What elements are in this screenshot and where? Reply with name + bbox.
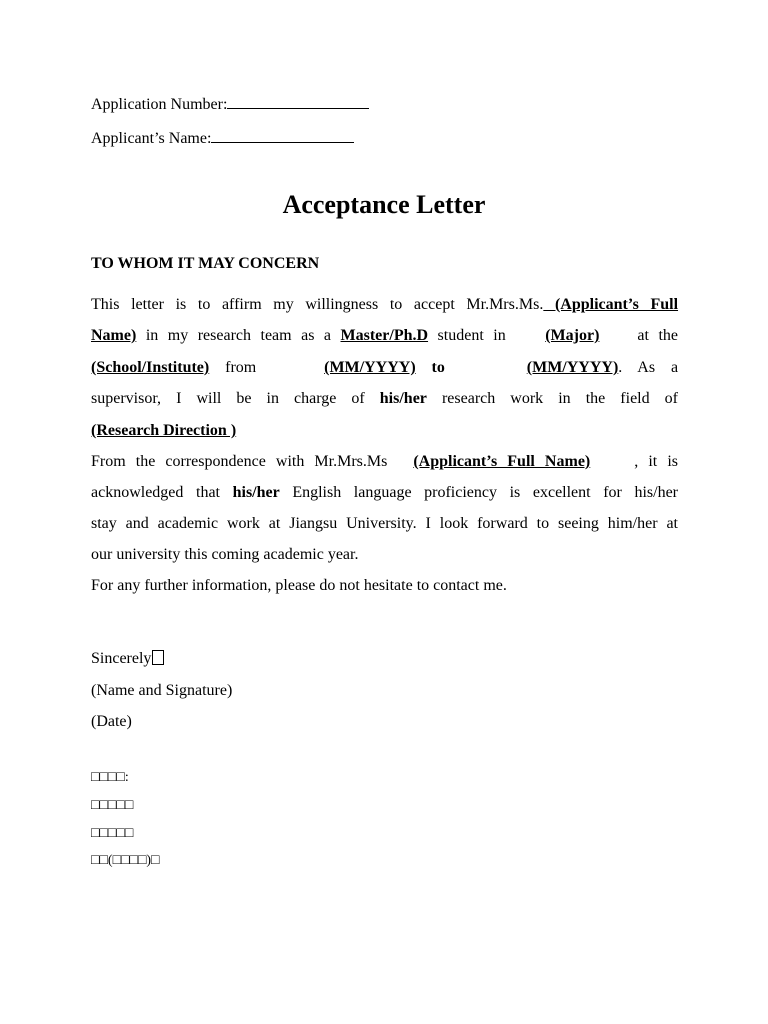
para1-text: from (225, 359, 257, 376)
para1-text: at the (637, 327, 678, 344)
degree-field: Master/Ph.D (340, 327, 429, 344)
para1-text: in my research team as a (136, 327, 341, 344)
para2-text: acknowledged that (91, 484, 233, 501)
closing-sincerely: Sincerely (91, 649, 164, 669)
para1-text: This letter is to affirm my willingness to accept Mr.Mrs.Ms. (91, 296, 544, 313)
footer-line-2: □□□□□ (91, 798, 134, 813)
para1-line2 (91, 326, 678, 346)
para2-line4: our university this coming academic year. (91, 546, 359, 563)
applicant-full-name-field-end: Name) (91, 327, 137, 344)
para1-text: . As a (618, 359, 679, 376)
major-field: (Major) (545, 327, 600, 344)
applicant-name-line (91, 128, 354, 149)
application-number-blank (227, 94, 369, 109)
applicant-full-name-field-2: (Applicant’s Full Name) (413, 453, 591, 470)
para2-text: From the correspondence with Mr.Mrs.Ms (91, 453, 388, 470)
footer-line-4: □□(□□□□)□ (91, 853, 160, 868)
para1-line1 (91, 295, 678, 315)
applicant-name-label: Applicant’s Name: (91, 130, 212, 147)
pronoun-field-2: his/her (232, 484, 280, 501)
start-date-field: (MM/YYYY) (324, 359, 416, 376)
applicant-full-name-field: (Applicant’s Full (554, 296, 679, 313)
para2-line3: stay and academic work at Jiangsu University. I look forward to seeing him/her at (91, 515, 678, 532)
application-number-line (91, 94, 369, 115)
para1-line3 (91, 358, 678, 378)
closing-name-signature: (Name and Signature) (91, 682, 233, 699)
footer-line-1: □□□□: (91, 770, 129, 785)
para1-line4 (91, 389, 678, 409)
footer-line-3: □□□□□ (91, 826, 134, 841)
para2-text: , it is (634, 453, 678, 470)
para3: For any further information, please do not hesitate to contact me. (91, 577, 507, 594)
research-direction-field: (Research Direction ) (91, 422, 237, 439)
application-number-label: Application Number: (91, 96, 228, 113)
para1-text: supervisor, I will be in charge of (91, 390, 380, 407)
para2-line2 (91, 483, 678, 503)
missing-glyph-icon (152, 650, 164, 665)
school-field: (School/Institute) (91, 359, 210, 376)
end-date-field: (MM/YYYY) (526, 359, 619, 376)
closing-date: (Date) (91, 713, 132, 730)
para2-text: English language proficiency is excellent for his/her (279, 484, 678, 501)
applicant-name-blank (211, 128, 354, 143)
para1-text: research work in the field of (426, 390, 678, 407)
para2-line1 (91, 452, 678, 472)
para1-text: student in (428, 327, 516, 344)
pronoun-field: his/her (379, 390, 427, 407)
salutation: TO WHOM IT MAY CONCERN (91, 255, 320, 272)
para1-to: to (431, 359, 445, 376)
letter-title: Acceptance Letter (282, 190, 486, 219)
